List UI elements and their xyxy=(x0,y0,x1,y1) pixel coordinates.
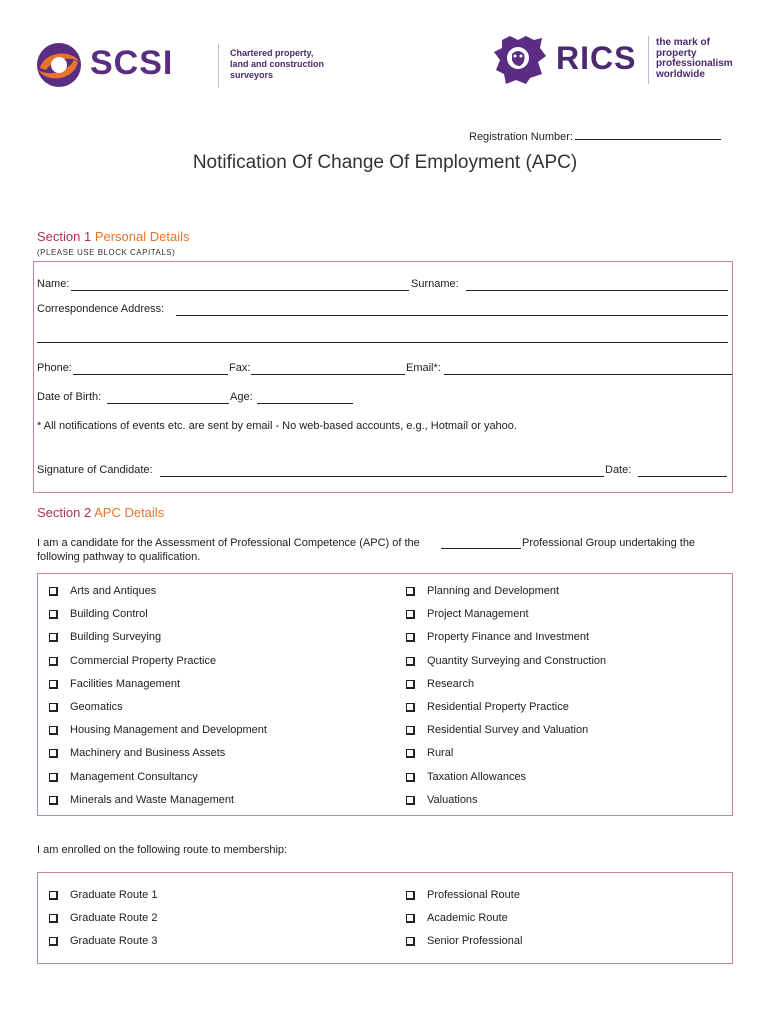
pathway-left-label: Building Surveying xyxy=(70,631,162,644)
route-right-label: Senior Professional xyxy=(427,935,523,947)
pathway-right-checkbox[interactable] xyxy=(406,633,415,642)
address-label: Correspondence Address: xyxy=(37,303,165,315)
address-input-line-2[interactable] xyxy=(37,342,728,343)
pathway-left-label: Building Control xyxy=(70,608,148,621)
pathway-right-label: Valuations xyxy=(427,793,478,806)
route-left-checkbox[interactable] xyxy=(49,914,58,923)
dob-label: Date of Birth: xyxy=(37,391,102,403)
pathway-left-checkbox[interactable] xyxy=(49,587,58,596)
section2-heading xyxy=(37,505,164,520)
pathway-right-label: Residential Property Practice xyxy=(427,701,569,713)
pathway-right-checkbox[interactable] xyxy=(406,657,415,666)
route-intro-text: I am enrolled on the following route to membership: xyxy=(37,844,288,856)
route-left-label: Graduate Route 1 xyxy=(70,889,158,901)
rics-logo xyxy=(492,34,742,90)
pathway-right-label: Research xyxy=(427,677,475,690)
section1-number: Section 1 xyxy=(37,229,92,244)
rics-tagline: the mark of property professionalism worldwide xyxy=(656,37,733,80)
email-label: Email*: xyxy=(406,362,441,374)
pathway-left-label: Facilities Management xyxy=(70,677,181,690)
route-left-checkbox[interactable] xyxy=(49,891,58,900)
pathway-right-checkbox[interactable] xyxy=(406,773,415,782)
name-label: Name: xyxy=(37,278,70,290)
age-label: Age: xyxy=(230,391,253,403)
pathway-left-checkbox[interactable] xyxy=(49,796,58,805)
pathway-left-label: Minerals and Waste Management xyxy=(70,793,235,806)
section2-title: APC Details xyxy=(94,505,165,520)
scsi-swirl-icon xyxy=(34,40,84,90)
fax-label: Fax: xyxy=(229,362,251,374)
pathway-left-label: Housing Management and Development xyxy=(70,724,267,737)
registration-number-label: Registration Number: xyxy=(469,131,573,143)
email-input-line[interactable] xyxy=(444,374,732,375)
pathway-right-label: Quantity Surveying and Construction xyxy=(427,654,607,667)
pathway-right-label: Residential Survey and Valuation xyxy=(427,724,589,737)
rics-divider xyxy=(648,36,649,84)
pathway-right-label: Property Finance and Investment xyxy=(427,631,590,644)
pathway-left-checkbox[interactable] xyxy=(49,610,58,619)
signature-label: Signature of Candidate: xyxy=(37,464,153,476)
pathway-left-checkbox[interactable] xyxy=(49,773,58,782)
rics-lion-icon xyxy=(492,34,548,86)
registration-number-field[interactable] xyxy=(469,128,721,143)
route-right-label: Academic Route xyxy=(427,912,508,924)
surname-label: Surname: xyxy=(411,278,459,290)
section1-heading xyxy=(37,229,189,244)
scsi-divider xyxy=(218,44,219,88)
page-title: Notification Of Change Of Employment (APC) xyxy=(192,152,578,173)
pathway-right-label: Project Management xyxy=(427,608,529,621)
pathway-left-label: Machinery and Business Assets xyxy=(70,747,226,760)
scsi-wordmark: SCSI xyxy=(90,44,174,82)
rics-wordmark: RICS xyxy=(556,40,637,76)
signature-input-line[interactable] xyxy=(160,476,604,477)
section1-title: Personal Details xyxy=(94,229,190,244)
pathway-left-checkbox[interactable] xyxy=(49,726,58,735)
phone-label: Phone: xyxy=(37,362,72,374)
surname-input-line[interactable] xyxy=(466,290,728,291)
pathway-left-checkbox[interactable] xyxy=(49,657,58,666)
registration-number-line[interactable] xyxy=(575,128,721,140)
pathway-left-checkbox[interactable] xyxy=(49,680,58,689)
pathway-right-checkbox[interactable] xyxy=(406,726,415,735)
route-left-label: Graduate Route 2 xyxy=(70,912,158,924)
scsi-tagline: Chartered property, land and construction surveyors xyxy=(230,48,325,80)
email-note: * All notifications of events etc. are sent by email - No web-based accounts, e.g., Hotmail or yahoo. xyxy=(37,420,517,432)
date-input-line[interactable] xyxy=(638,476,727,477)
pathway-right-checkbox[interactable] xyxy=(406,749,415,758)
address-input-line-1[interactable] xyxy=(176,315,728,316)
route-left-label: Graduate Route 3 xyxy=(70,935,158,947)
pathway-left-label: Geomatics xyxy=(70,701,123,713)
personal-details-box xyxy=(33,261,733,493)
pathway-right-label: Taxation Allowances xyxy=(427,770,527,783)
pathway-left-label: Management Consultancy xyxy=(70,770,198,783)
route-right-checkbox[interactable] xyxy=(406,937,415,946)
dob-input-line[interactable] xyxy=(107,403,229,404)
pathway-left-checkbox[interactable] xyxy=(49,749,58,758)
route-right-checkbox[interactable] xyxy=(406,891,415,900)
block-capitals-note: (PLEASE USE BLOCK CAPITALS) xyxy=(37,248,176,257)
age-input-line[interactable] xyxy=(257,403,353,404)
phone-input-line[interactable] xyxy=(73,374,228,375)
pathway-left-label: Arts and Antiques xyxy=(70,585,157,597)
pathway-right-checkbox[interactable] xyxy=(406,680,415,689)
pathway-left-checkbox[interactable] xyxy=(49,703,58,712)
date-label: Date: xyxy=(605,464,632,476)
scsi-logo xyxy=(34,40,325,92)
apc-intro-text-b: Professional Group undertaking the xyxy=(522,537,696,549)
route-left-checkbox[interactable] xyxy=(49,937,58,946)
apc-intro-text-a: I am a candidate for the Assessment of Professional Competence (APC) of the xyxy=(37,537,420,549)
pathway-right-checkbox[interactable] xyxy=(406,796,415,805)
pathway-right-checkbox[interactable] xyxy=(406,610,415,619)
pathway-right-label: Rural xyxy=(427,747,454,760)
pathway-left-checkbox[interactable] xyxy=(49,633,58,642)
section2-number: Section 2 xyxy=(37,505,92,520)
pathway-right-checkbox[interactable] xyxy=(406,703,415,712)
route-right-label: Professional Route xyxy=(427,889,520,901)
pathway-right-checkbox[interactable] xyxy=(406,587,415,596)
pathway-left-label: Commercial Property Practice xyxy=(70,654,217,667)
route-right-checkbox[interactable] xyxy=(406,914,415,923)
professional-group-input-line[interactable] xyxy=(441,548,521,549)
name-input-line[interactable] xyxy=(71,290,409,291)
fax-input-line[interactable] xyxy=(251,374,405,375)
pathway-right-label: Planning and Development xyxy=(427,585,560,597)
apc-intro-text-c: following pathway to qualification. xyxy=(37,551,201,563)
